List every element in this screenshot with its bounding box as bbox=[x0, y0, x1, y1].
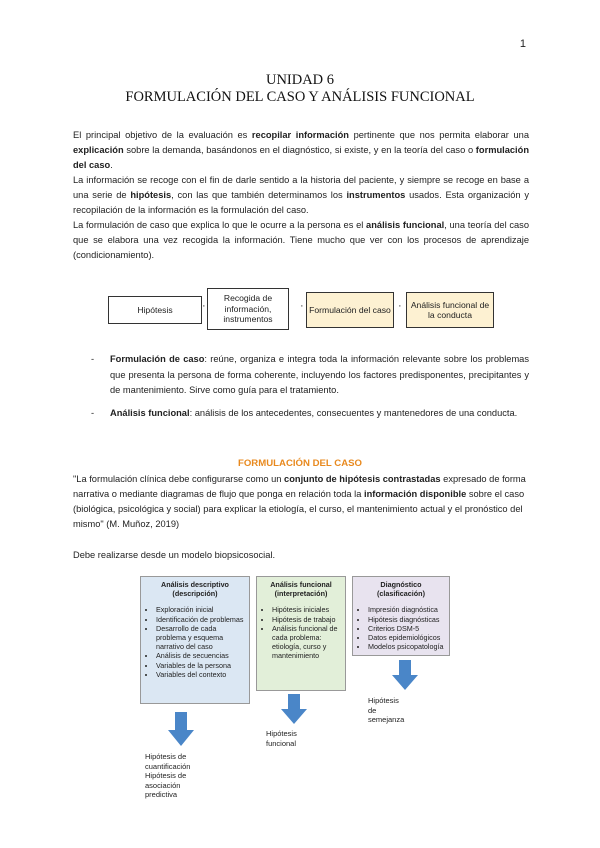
list-item: • Exploración inicial bbox=[156, 605, 244, 614]
arrow-down-icon bbox=[168, 712, 194, 746]
diagram-box-diagnostic bbox=[352, 576, 450, 656]
list-item: • Desarrollo de cada problema y esquema narrativo del caso bbox=[156, 624, 244, 652]
list-item: • Hipótesis iniciales bbox=[272, 605, 340, 614]
arrow-down-icon bbox=[281, 694, 307, 724]
box-header: Diagnóstico (clasificación) bbox=[377, 580, 425, 599]
flow-box-formulation: Formulación del caso bbox=[306, 292, 394, 328]
quote-text: "La formulación clínica debe configurarse como un conjunto de hipótesis contrastadas expresado de forma narrativa o mediante diagramas de flujo que ponga en relación toda la información disponible sobre el caso (biológica, psicológica y social) para explicar la etiología, el curso, el mantenimiento actual y el pronóstico del mismo" (M. Muñoz, 2019) bbox=[73, 474, 526, 529]
output-label-functional: Hipótesis funcional bbox=[266, 729, 297, 748]
flow-separator: · bbox=[398, 300, 402, 312]
list-item: • Identificación de problemas bbox=[156, 615, 244, 624]
paragraph-functional: La formulación de caso que explica lo que le ocurre a la persona es el análisis funcional, una teoría del caso que se elabora una vez recogida la información. Tiene mucho que ver con los procesos de aprendizaje (condicionamiento). bbox=[73, 220, 530, 260]
intro-text bbox=[73, 128, 529, 263]
list-item: - Análisis funcional: análisis de los antecedentes, consecuentes y mantenedores de una conducta. bbox=[91, 407, 518, 418]
section-heading: FORMULACIÓN DEL CASO bbox=[237, 458, 362, 469]
list-item: • Análisis funcional de cada problema: etiología, curso y mantenimiento bbox=[272, 624, 340, 661]
box-header: Análisis descriptivo (descripción) bbox=[161, 580, 229, 599]
list-item: • Análisis de secuencias bbox=[156, 651, 244, 660]
flow-box-functional-analysis: Análisis funcional de la conducta bbox=[406, 292, 494, 328]
box-header: Análisis funcional (interpretación) bbox=[270, 580, 332, 599]
process-flow bbox=[0, 286, 600, 336]
title-topic: FORMULACIÓN DEL CASO Y ANÁLISIS FUNCIONAL bbox=[125, 89, 475, 105]
paragraph-hypothesis: La información se recoge con el fin de darle sentido a la historia del paciente, y siempre se recoge en base a una serie de hipótesis, con las que también determinamos los instrumentos usados. Esta organización y recopilación de la información es la formulación del caso. bbox=[73, 175, 529, 215]
biopsychosocial-note: Debe realizarse desde un modelo biopsicosocial. bbox=[73, 550, 276, 560]
list-item: - Formulación de caso: reúne, organiza e integra toda la información relevante sobre los problemas que presenta la persona de forma coherente, incluyendo los factores predisponentes, precipitantes y de mantenimiento. Sirve como guía para el tratamiento. bbox=[91, 354, 530, 395]
page-number: 1 bbox=[519, 38, 526, 50]
list-item: • Impresión diagnóstica bbox=[368, 605, 444, 614]
arrow-down-icon bbox=[392, 660, 418, 690]
list-item: • Datos epidemiológicos bbox=[368, 633, 444, 642]
diagram-box-descriptive bbox=[140, 576, 250, 704]
page-title bbox=[0, 72, 600, 106]
list-item: • Variables del contexto bbox=[156, 670, 244, 679]
flow-separator: · bbox=[300, 300, 304, 312]
output-label-descriptive: Hipótesis de cuantificación Hipótesis de asociación predictiva bbox=[145, 752, 191, 799]
list-item: • Hipótesis de trabajo bbox=[272, 615, 340, 624]
flow-box-hypothesis: Hipótesis bbox=[108, 296, 202, 324]
definitions-list bbox=[91, 352, 529, 428]
diagram-box-functional bbox=[256, 576, 346, 691]
list-item: • Variables de la persona bbox=[156, 661, 244, 670]
paragraph-objective: El principal objetivo de la evaluación es recopilar información pertinente que nos permita elaborar una explicación sobre la demanda, basándonos en el diagnóstico, si existe, y en la teoría del caso o formulación del caso. bbox=[73, 130, 529, 170]
list-item: • Modelos psicopatología bbox=[368, 642, 444, 651]
title-unit: UNIDAD 6 bbox=[265, 72, 335, 88]
list-item: • Hipótesis diagnósticas bbox=[368, 615, 444, 624]
output-label-diagnostic: Hipótesis de semejanza bbox=[368, 696, 405, 724]
list-item: • Criterios DSM-5 bbox=[368, 624, 444, 633]
flow-box-collection: Recogida de información, instrumentos bbox=[207, 288, 289, 330]
flow-separator: · bbox=[202, 300, 206, 312]
